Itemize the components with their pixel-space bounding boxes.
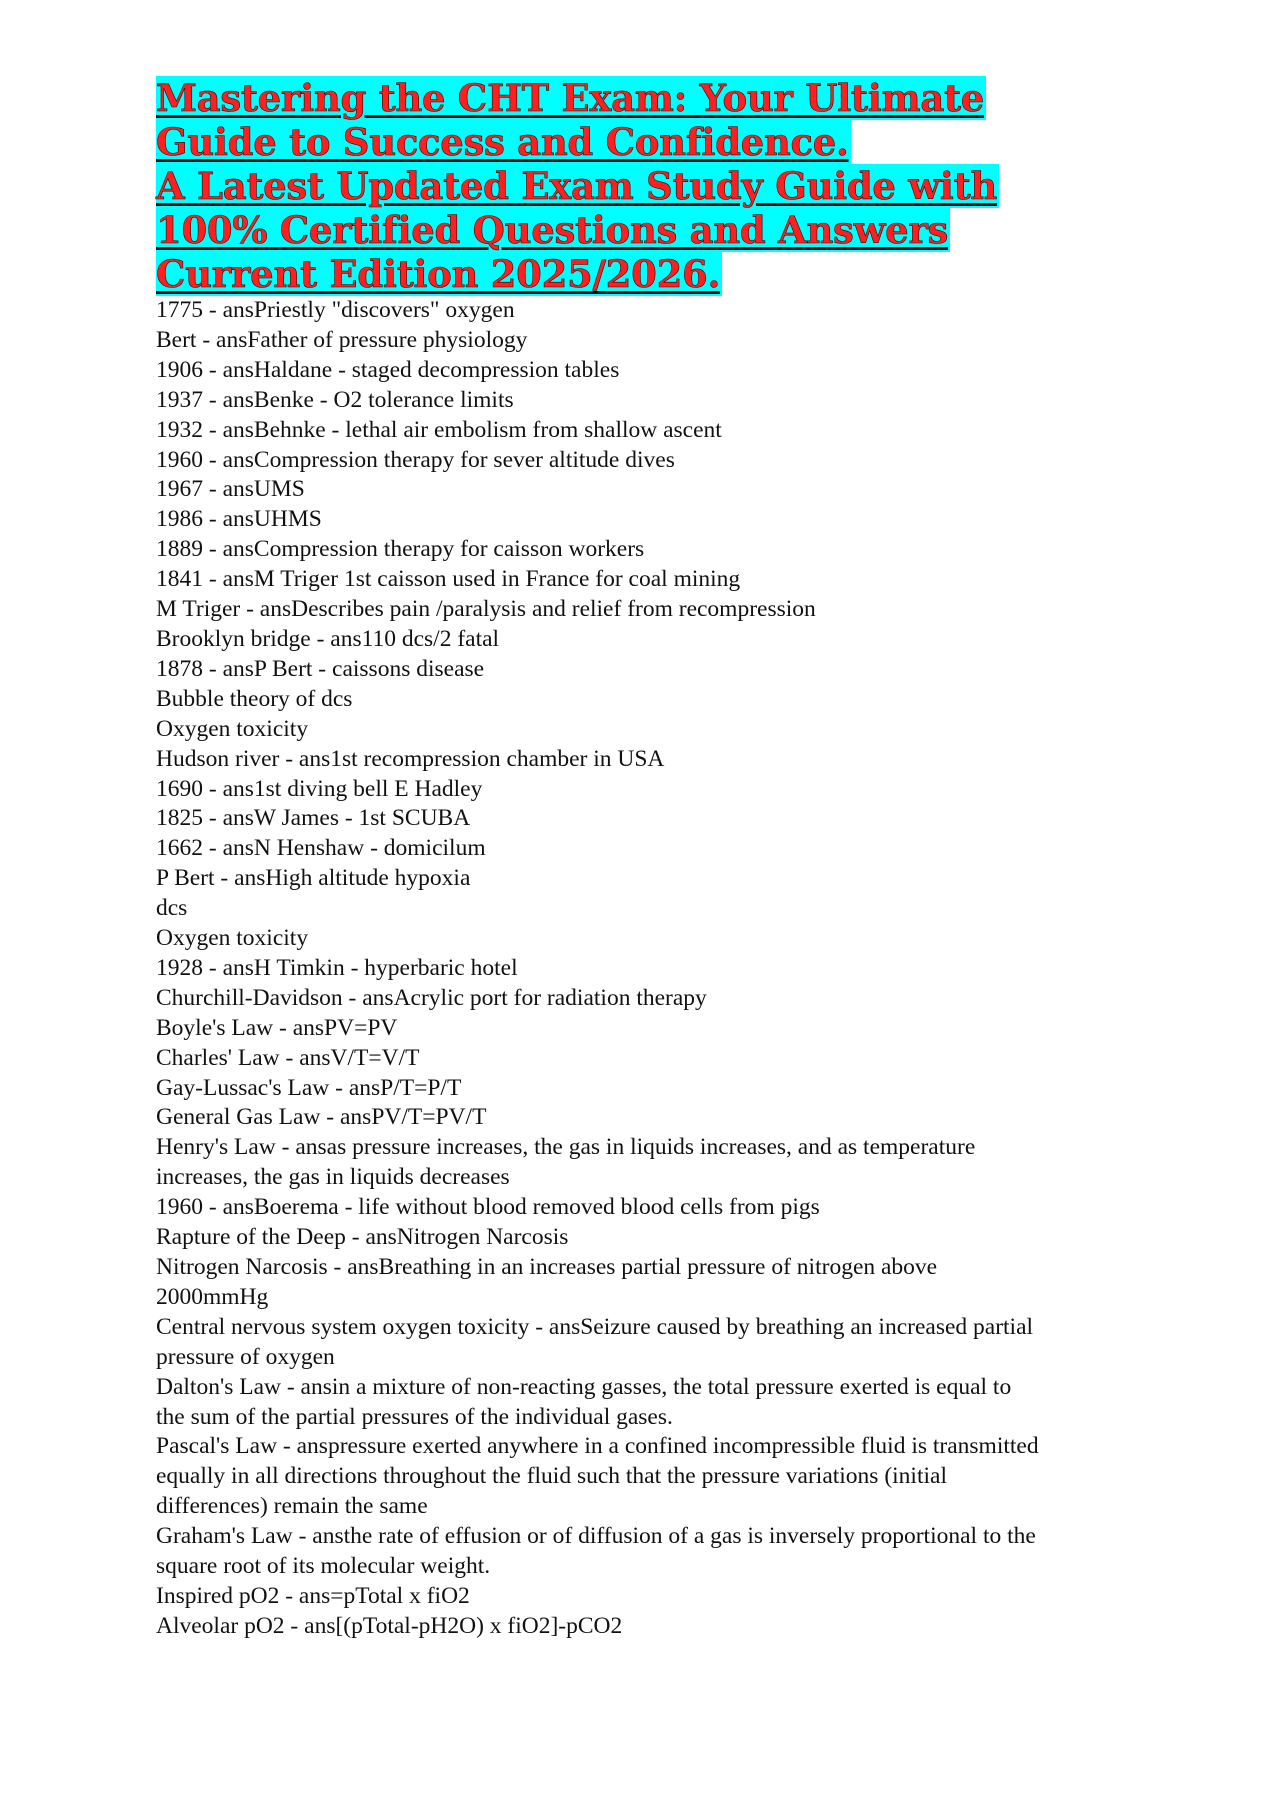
text-line: 2000mmHg: [156, 1283, 269, 1310]
text-line: Alveolar pO2 - ans[(pTotal-pH2O) x fiO2]-pCO2: [156, 1612, 623, 1639]
text-line: pressure of oxygen: [156, 1343, 335, 1370]
text-line: square root of its molecular weight.: [156, 1553, 491, 1580]
text-line: Henry's Law - ansas pressure increases, the gas in liquids increases, and as temperature: [156, 1134, 976, 1161]
text-line: 1932 - ansBehnke - lethal air embolism from shallow ascent: [156, 416, 722, 443]
text-line: Pascal's Law - anspressure exerted anywhere in a confined incompressible fluid is transmitted: [156, 1433, 1039, 1460]
text-line: 1906 - ansHaldane - staged decompression tables: [156, 356, 620, 383]
text-line: 1690 - ans1st diving bell E Hadley: [156, 775, 483, 802]
text-line: 1960 - ansBoerema - life without blood removed blood cells from pigs: [156, 1194, 820, 1221]
text-line: Dalton's Law - ansin a mixture of non-reacting gasses, the total pressure exerted is equal to: [156, 1373, 1012, 1400]
title-line-5: Current Edition 2025/2026.: [156, 252, 721, 296]
text-line: increases, the gas in liquids decreases: [156, 1164, 510, 1191]
text-line: Charles' Law - ansV/T=V/T: [156, 1044, 420, 1071]
text-line: 1878 - ansP Bert - caissons disease: [156, 655, 485, 682]
title-line-3: A Latest Updated Exam Study Guide with: [156, 164, 997, 208]
text-line: Rapture of the Deep - ansNitrogen Narcosis: [156, 1224, 569, 1251]
text-line: Boyle's Law - ansPV=PV: [156, 1014, 398, 1041]
text-line: Hudson river - ans1st recompression chamber in USA: [156, 745, 665, 772]
text-line: Nitrogen Narcosis - ansBreathing in an increases partial pressure of nitrogen above: [156, 1254, 938, 1280]
text-line: 1967 - ansUMS: [156, 476, 305, 503]
text-line: Gay-Lussac's Law - ansP/T=P/T: [156, 1074, 462, 1101]
question-answer-list: [156, 296, 1146, 1642]
text-line: General Gas Law - ansPV/T=PV/T: [156, 1104, 487, 1131]
text-line: 1841 - ansM Triger 1st caisson used in France for coal mining: [156, 566, 741, 593]
text-line: 1937 - ansBenke - O2 tolerance limits: [156, 386, 514, 413]
text-line: Bert - ansFather of pressure physiology: [156, 326, 528, 353]
text-line: M Triger - ansDescribes pain /paralysis and relief from recompression: [156, 596, 816, 623]
title-line-4: 100% Certified Questions and Answers: [156, 208, 949, 252]
document-title: [156, 76, 1146, 296]
text-line: Bubble theory of dcs: [156, 685, 353, 712]
text-line: 1825 - ansW James - 1st SCUBA: [156, 805, 471, 832]
text-line: 1928 - ansH Timkin - hyperbaric hotel: [156, 954, 518, 981]
text-line: Oxygen toxicity: [156, 925, 309, 952]
text-line: Central nervous system oxygen toxicity - ansSeizure caused by breathing an increased partial: [156, 1313, 1034, 1340]
text-line: Churchill-Davidson - ansAcrylic port for radiation therapy: [156, 984, 707, 1011]
text-line: Inspired pO2 - ans=pTotal x fiO2: [156, 1582, 470, 1609]
text-line: Oxygen toxicity: [156, 715, 309, 742]
page-content: [156, 76, 1146, 1642]
title-line-2: Guide to Success and Confidence.: [156, 120, 849, 164]
text-line: 1775 - ansPriestly "discovers" oxygen: [156, 297, 515, 323]
text-line: 1662 - ansN Henshaw - domicilum: [156, 835, 486, 862]
text-line: dcs: [156, 895, 188, 922]
text-line: the sum of the partial pressures of the individual gases.: [156, 1403, 673, 1430]
text-line: 1986 - ansUHMS: [156, 506, 322, 533]
text-line: differences) remain the same: [156, 1493, 428, 1520]
text-line: Graham's Law - ansthe rate of effusion or of diffusion of a gas is inversely proportional to the: [156, 1523, 1036, 1550]
text-line: 1889 - ansCompression therapy for caisson workers: [156, 536, 645, 563]
text-line: 1960 - ansCompression therapy for sever altitude dives: [156, 446, 675, 473]
title-line-1: Mastering the CHT Exam: Your Ultimate: [156, 76, 985, 120]
text-line: P Bert - ansHigh altitude hypoxia: [156, 865, 471, 892]
text-line: equally in all directions throughout the fluid such that the pressure variations (initial: [156, 1463, 947, 1490]
text-line: Brooklyn bridge - ans110 dcs/2 fatal: [156, 625, 500, 652]
